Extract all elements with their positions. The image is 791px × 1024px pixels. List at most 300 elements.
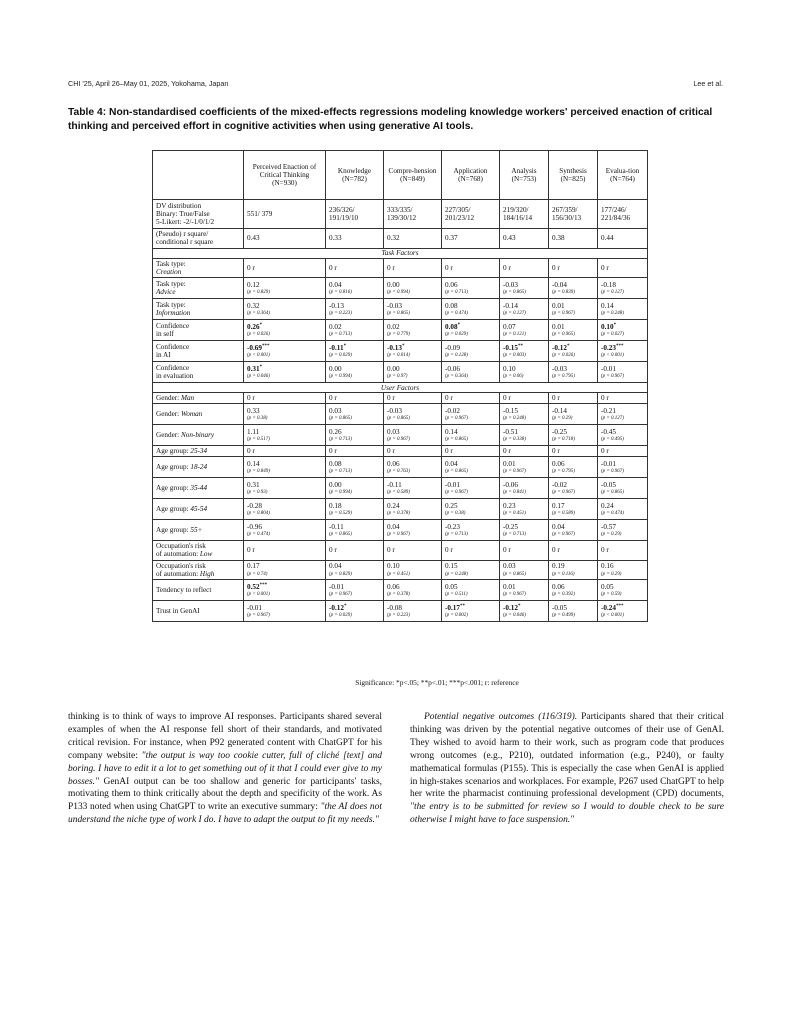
column-n: (N=753) [511,175,537,183]
rsq-value: 0.33 [329,234,342,243]
coef-cell [598,601,648,622]
coef-cell [598,541,648,561]
row-label [153,299,244,320]
coef-value: 0.26* [247,322,263,331]
row-label [153,200,244,229]
column-header [442,151,500,200]
coef-value: -0.04 [552,280,567,289]
table-row [153,499,648,520]
coef-value: 0 r [247,394,255,403]
coef-value: 1.11 [247,427,260,436]
coef-cell [442,362,500,383]
coef-value: -0.01 [329,582,344,591]
dv-cell [598,200,648,229]
coef-value: 0.04 [552,522,565,531]
coef-value: -0.13 [329,301,344,310]
coef-cell [384,520,442,541]
column-name: Evalua-tion [605,166,640,175]
coef-value: 0 r [503,546,511,555]
p-value: (p = 0.127) [601,289,624,295]
coef-cell [442,341,500,362]
coef-cell [442,278,500,299]
p-value: (p = 0.965) [552,331,575,337]
coef-cell [442,601,500,622]
coef-value: -0.14 [503,301,518,310]
coef-value: -0.51 [503,427,518,436]
dv-value: 333/335/ [387,205,413,214]
p-value: (p = 0.451) [503,510,526,516]
row-label-text: Information [156,309,191,318]
coef-cell [442,446,500,457]
coef-cell [384,362,442,383]
p-value: (p = 0.829) [247,289,270,295]
row-label-text: 5-Likert: -2/-1/0/1/2 [156,218,215,227]
coef-value: 0.24 [601,501,614,510]
p-value: (p = 0.029) [445,331,468,337]
p-value: (p = 0.763) [387,468,410,474]
coef-cell [500,560,549,580]
row-label-text: Binary: True/False [156,209,210,218]
p-value: (p = 0.97) [387,373,408,379]
coef-cell [244,457,326,478]
coef-value: 0.03 [387,427,400,436]
column-name: Knowledge [337,166,372,175]
significance-stars: * [343,343,347,349]
coef-value: 0.26 [329,427,342,436]
row-label-text: DV distribution [156,201,202,210]
paragraph-text: GenAI output can be too shallow and generic for participants' tasks, motivating them to think critically about the depth and specificity of the work. As P133 noted when using ChatGPT to write an executive summary: [68,776,382,813]
quote-p133: "the AI does not understand the niche type of work I do. I have to adapt the output to fit my needs." [68,802,382,826]
p-value: (p = 0.967) [387,531,410,537]
coef-cell [244,560,326,580]
coef-value: 0.12 [247,280,260,289]
p-value: (p = 0.511) [445,591,468,597]
p-value: (p = 0.027) [601,331,624,337]
coef-value: -0.05 [601,480,616,489]
p-value: (p < 0.001) [601,352,624,358]
dv-value: 551/ 379 [247,209,273,218]
p-value: (p = 0.392) [552,591,575,597]
coef-cell [326,320,384,341]
column-n: (N=764) [610,175,635,183]
rsq-value: 0.32 [387,234,400,243]
row-label-text: Gender: [156,431,181,440]
rsq-value: 0.44 [601,234,614,243]
coef-cell [326,258,384,278]
column-header [384,151,442,200]
coef-cell [384,425,442,446]
header-corner [153,151,244,200]
p-value: (p = 0.589) [387,489,410,495]
coef-value: 0.18 [329,501,342,510]
row-label-text: Occupation's risk [156,542,206,551]
coef-value: -0.01 [445,480,460,489]
coef-cell [244,341,326,362]
table-row [153,478,648,499]
p-value: (p = 0.967) [601,373,624,379]
coef-cell [384,446,442,457]
row-label-text: of automation: [156,550,200,559]
row-label [153,446,244,457]
p-value: (p = 0.795) [552,373,575,379]
coef-value: 0.14 [601,301,614,310]
coef-cell [384,541,442,561]
row-label [153,393,244,404]
rsq-cell [598,229,648,249]
p-value: (p = 0.967) [503,468,526,474]
coef-value: -0.45 [601,427,616,436]
rsq-cell [384,229,442,249]
row-label-level: Woman [180,410,203,419]
coef-value: -0.25 [552,427,567,436]
coef-value: 0 r [387,447,395,456]
coef-cell [549,258,598,278]
row-label-level: Non-binary [180,431,215,440]
dv-value: 227/305/ [445,205,471,214]
coef-value: -0.18 [601,280,616,289]
p-value: (p = 0.06) [503,373,524,379]
p-value: (p = 0.127) [601,415,624,421]
coef-cell [326,457,384,478]
coef-cell [500,499,549,520]
coef-value: 0.10 [387,562,400,571]
p-value: (p = 0.967) [601,468,624,474]
coef-cell [244,520,326,541]
p-value: (p = 0.713) [329,331,352,337]
coef-value: 0 r [387,546,395,555]
coef-cell [598,478,648,499]
coef-cell [244,580,326,601]
coef-value: 0 r [552,447,560,456]
dv-cell [326,200,384,229]
row-label [153,457,244,478]
coef-cell [326,478,384,499]
p-value: (p = 0.127) [503,310,526,316]
row-label-level: Low [199,550,213,559]
coef-cell [598,499,648,520]
coef-value: 0.16 [601,562,614,571]
column-n: (N=782) [342,175,367,183]
p-value: (p = 0.026) [552,352,575,358]
coef-cell [384,560,442,580]
coef-cell [598,341,648,362]
p-value: (p = 0.121) [503,331,526,337]
coef-value: 0.05 [601,582,614,591]
coef-value: 0.01 [552,301,565,310]
p-value: (p = 0.865) [387,415,410,421]
significance-stars: * [517,603,521,609]
p-value: (p = 0.865) [503,571,526,577]
coef-value: 0 r [445,394,453,403]
p-value: (p = 0.223) [387,612,410,618]
coef-cell [442,478,500,499]
p-value: (p = 0.029) [329,352,352,358]
coef-cell [326,362,384,383]
coef-cell [244,404,326,425]
coef-cell [384,478,442,499]
column-name: Synthesis [559,166,587,175]
p-value: (p = 0.779) [387,331,410,337]
section-label: Task Factors [153,248,648,258]
coef-value: 0.00 [387,364,400,373]
coef-value: 0.25 [445,501,458,510]
row-label-text: Occupation's risk [156,561,206,570]
coef-cell [500,541,549,561]
table-row [153,278,648,299]
coef-value: 0.01 [503,582,516,591]
coef-cell [326,299,384,320]
p-value: (p = 0.474) [601,510,624,516]
coef-value: -0.12* [503,603,521,612]
p-value: (p = 0.967) [247,612,270,618]
dv-cell [384,200,442,229]
p-value: (p = 0.495) [601,436,624,442]
coef-value: 0 r [601,447,609,456]
coef-cell [549,299,598,320]
coef-value: -0.05 [552,603,567,612]
significance-stars: * [401,343,405,349]
coef-cell [500,425,549,446]
p-value: (p = 0.59) [601,591,622,597]
rsq-value: 0.38 [552,234,565,243]
p-value: (p = 0.865) [387,310,410,316]
p-value: (p = 0.829) [329,571,352,577]
p-value: (p = 0.364) [445,373,468,379]
p-value: (p = 0.248) [601,310,624,316]
coef-cell [500,393,549,404]
coef-cell [384,341,442,362]
p-value: (p = 0.839) [552,289,575,295]
paragraph-text: thinking is to think of ways to improve AI responses. Participants shared several examples of when the AI response fell short of their standards, and motivated critical revision. For instance, when P92 generated content with ChatGPT for his company website: [68,712,382,761]
row-label [153,258,244,278]
coef-cell [598,258,648,278]
coef-value: 0 r [503,394,511,403]
coef-value: 0 r [445,447,453,456]
table-row [153,393,648,404]
coef-cell [326,541,384,561]
coef-cell [598,362,648,383]
row-label-text: Confidence [156,321,190,330]
p-value: (p = 0.816) [329,289,352,295]
coef-value: 0.33 [247,406,260,415]
paragraph-heading: Potential negative outcomes (116/319). [424,712,578,722]
p-value: (p = 0.529) [329,510,352,516]
row-label-text: in evaluation [156,372,194,381]
coef-value: -0.14 [552,406,567,415]
coef-cell [442,457,500,478]
coef-cell [598,404,648,425]
rsq-cell [442,229,500,249]
coef-value: 0.00 [387,280,400,289]
p-value: (p = 0.994) [329,489,352,495]
column-n: (N=849) [400,175,425,183]
p-value: (p = 0.338) [503,436,526,442]
significance-stars: *** [261,343,270,349]
coef-value: 0.19 [552,562,565,571]
coef-cell [326,393,384,404]
coef-cell [244,499,326,520]
p-value: (p = 0.248) [503,415,526,421]
p-value: (p = 0.029) [329,612,352,618]
coef-cell [442,520,500,541]
p-value: (p = 0.364) [247,310,270,316]
coef-cell [384,499,442,520]
coef-cell [442,258,500,278]
row-label [153,320,244,341]
coef-value: 0 r [552,394,560,403]
coef-value: 0 r [387,394,395,403]
table-row [153,425,648,446]
coef-value: -0.28 [247,501,262,510]
coef-cell [442,299,500,320]
p-value: (p = 0.014) [387,352,410,358]
coef-cell [549,341,598,362]
coef-cell [442,580,500,601]
row-label-level: Man [180,394,195,403]
row-label-level: High [199,570,215,579]
coef-value: -0.06 [445,364,460,373]
row-label-text: Gender: [156,394,181,403]
column-name: Perceived Enaction of Critical Thinking [252,162,317,179]
coef-cell [442,404,500,425]
coef-value: 0 r [445,546,453,555]
coef-cell [500,320,549,341]
coef-value: 0 r [247,263,255,272]
row-label-level: 45-54 [190,505,208,514]
p-value: (p = 0.589) [552,510,575,516]
coef-value: 0.03 [503,562,516,571]
header-authors: Lee et al. [693,79,723,88]
coef-cell [326,580,384,601]
coef-value: -0.11 [329,522,344,531]
p-value: (p = 0.74) [247,571,268,577]
p-value: (p = 0.002) [445,612,468,618]
column-n: (N=825) [560,175,586,183]
coef-value: -0.03 [552,364,567,373]
row-label [153,478,244,499]
column-header [244,151,326,200]
coef-cell [549,362,598,383]
coef-value: -0.03 [387,406,402,415]
row-label [153,404,244,425]
coef-cell [326,499,384,520]
rsq-value: 0.43 [503,234,516,243]
coef-cell [500,520,549,541]
p-value: (p = 0.713) [445,289,468,295]
p-value: (p = 0.116) [552,571,575,577]
paragraph-text: Participants shared that their critical thinking was driven by the potential negative outcomes of their use of GenAI. They wished to avoid harm to their work, such as program code that produces wrong outcomes (e.g., P210), outdated information (e.g., P240), or faulty mathematical formulas (P155). This is especially the case when GenAI is applied in high-stakes scenarios and workplaces. For example, P267 used ChatGPT to help her write the pharmacist continuing professional development (CPD) documents, [410,712,724,800]
coef-value: 0.08 [329,459,342,468]
coef-value: 0.04 [329,562,342,571]
rsq-value: 0.37 [445,234,458,243]
table-row [153,457,648,478]
p-value: (p = 0.713) [329,468,352,474]
coef-value: -0.11 [387,480,402,489]
coef-value: -0.13* [387,343,405,352]
dv-row [153,200,648,229]
p-value: (p = 0.849) [247,468,270,474]
coef-value: 0.08 [445,301,458,310]
coef-value: -0.12* [329,603,347,612]
row-label-text: Advice [156,288,176,297]
column-header [500,151,549,200]
dv-value: 156/30/13 [552,214,582,222]
coef-cell [549,499,598,520]
coef-cell [598,580,648,601]
coef-value: 0.10* [601,322,617,331]
coef-value: 0.32 [247,301,260,310]
p-value: (p = 0.967) [329,591,352,597]
coef-value: -0.23*** [601,343,624,352]
coef-cell [384,404,442,425]
coef-cell [326,601,384,622]
p-value: (p = 0.223) [329,310,352,316]
coef-cell [549,601,598,622]
coef-value: -0.01 [247,603,262,612]
coef-cell [244,601,326,622]
coef-cell [549,404,598,425]
p-value: (p = 0.451) [387,571,410,577]
significance-stars: * [343,603,347,609]
coef-cell [384,457,442,478]
coef-value: 0 r [552,546,560,555]
p-value: (p = 0.29) [601,571,622,577]
coef-value: 0 r [503,447,511,456]
body-paragraph [410,711,724,827]
coef-value: -0.69*** [247,343,270,352]
row-label-text: Age group: [156,505,191,514]
coef-value: 0.06 [387,582,400,591]
p-value: (p = 0.841) [503,489,526,495]
coef-cell [500,258,549,278]
coef-cell [442,541,500,561]
coef-cell [244,478,326,499]
quote-p92: "the output is way too cookie cutter, full of cliché [text] and boring. I have to edit it a lot to get something out of it that I could ever give to my bosses." [68,750,382,787]
coef-cell [244,320,326,341]
coef-value: -0.17** [445,603,465,612]
coef-cell [442,499,500,520]
p-value: (p = 0.003) [503,352,526,358]
row-label-text: of automation: [156,570,200,579]
coef-value: 0.23 [503,501,516,510]
coef-cell [598,425,648,446]
row-label-level: 25-34 [190,447,208,456]
coef-cell [384,601,442,622]
coef-cell [598,457,648,478]
coef-value: -0.03 [387,301,402,310]
quote-p267: "the entry is to be submitted for review so I would to double check to be sure otherwise I might have to face suspension." [410,802,724,826]
row-label-text: Task type: [156,259,186,268]
row-label-level: 55+ [190,526,203,535]
coef-cell [549,541,598,561]
coef-cell [244,299,326,320]
p-value: (p = 0.865) [329,415,352,421]
dv-value: 177/246/ [601,205,627,214]
coef-cell [326,404,384,425]
row-label [153,499,244,520]
coef-cell [442,425,500,446]
coef-cell [384,258,442,278]
coef-value: 0.08* [445,322,461,331]
coef-value: 0 r [552,263,560,272]
p-value: (p = 0.378) [387,510,410,516]
row-label-text: Age group: [156,447,191,456]
row-label-text: Age group: [156,484,191,493]
coef-cell [500,601,549,622]
row-label-text: Age group: [156,463,191,472]
coef-cell [500,341,549,362]
coef-value: 0.02 [329,322,342,331]
